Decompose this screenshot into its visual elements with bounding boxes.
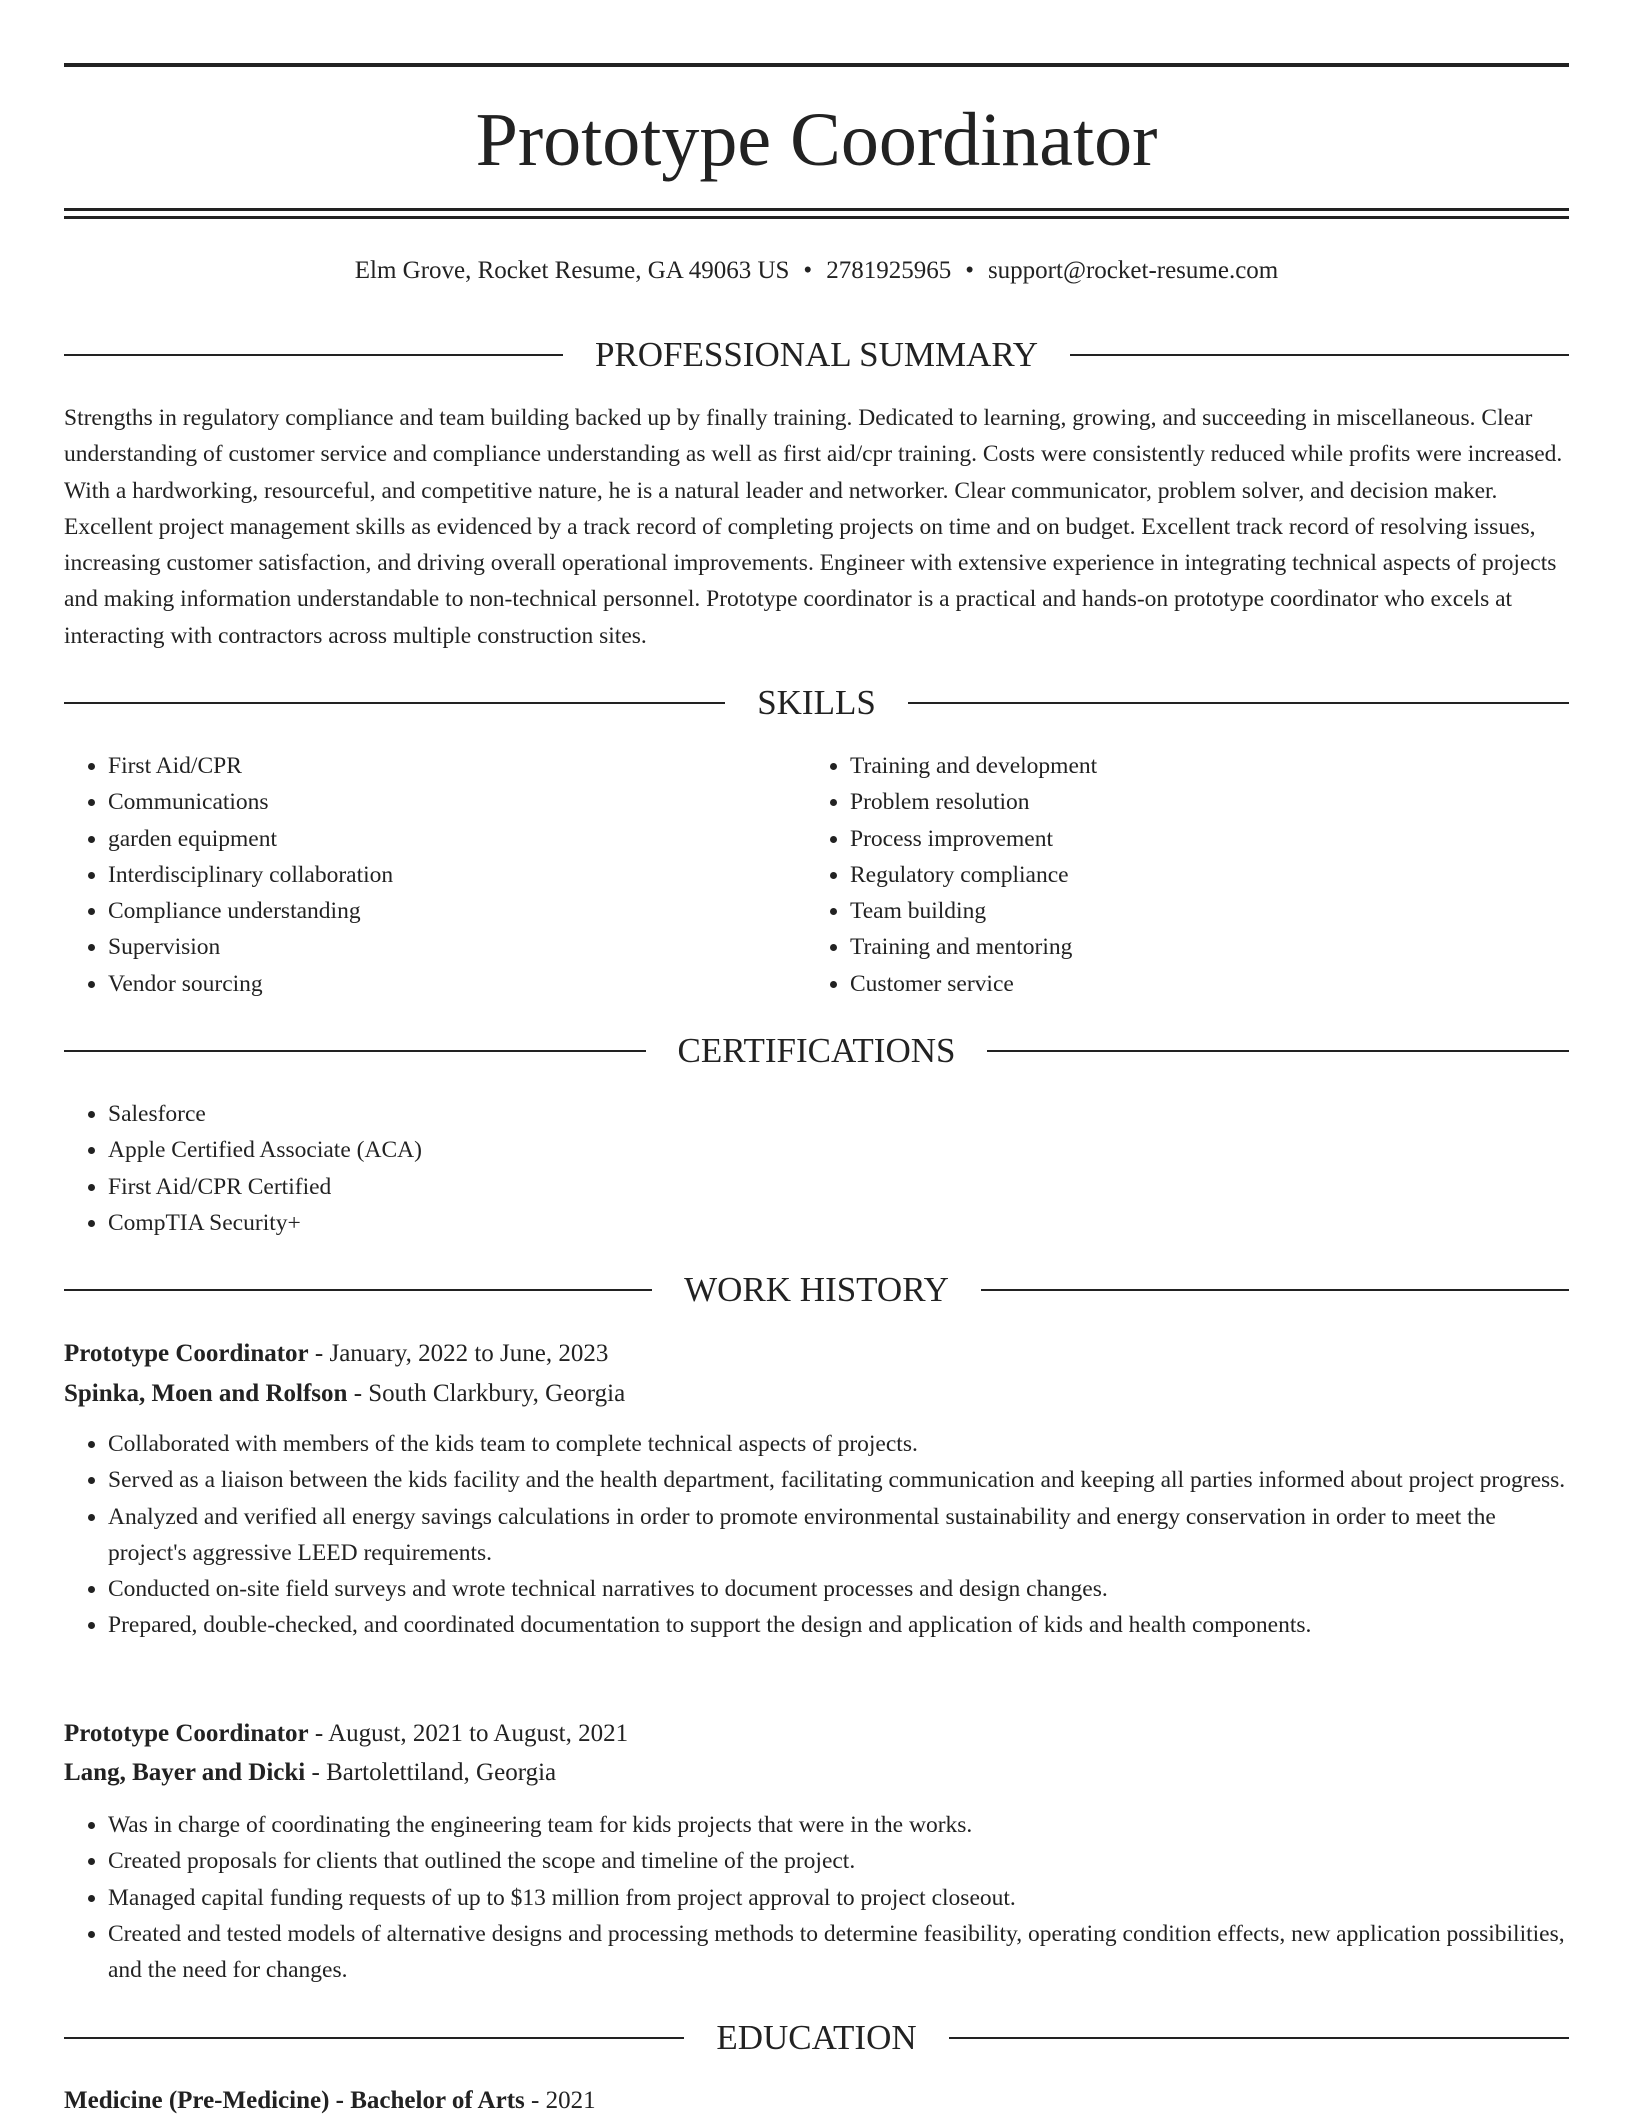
certifications-list bbox=[64, 1096, 1569, 1241]
job-title: Prototype Coordinator bbox=[64, 1340, 309, 1367]
section-title-skills: SKILLS bbox=[757, 683, 876, 722]
candidate-name: Prototype Coordinator bbox=[475, 98, 1158, 182]
section-rule-left bbox=[64, 1050, 646, 1052]
skill-item: • Process improvement bbox=[850, 821, 1566, 857]
job-bullet: • Analyzed and verified all energy savings calculations in order to promote environmental sustainability and energy conservation in order to meet the project's aggressive LEED requirements. bbox=[108, 1499, 1569, 1572]
job-company-line bbox=[64, 1758, 1569, 1788]
skill-item: • Problem resolution bbox=[850, 784, 1566, 820]
section-header-education bbox=[64, 2016, 1569, 2060]
skill-item: • Interdisciplinary collaboration bbox=[108, 857, 764, 893]
header-top-rule bbox=[64, 63, 1569, 67]
job-company: Lang, Bayer and Dicki bbox=[64, 1759, 306, 1786]
skill-item: • Regulatory compliance bbox=[850, 857, 1566, 893]
skills-list-left bbox=[64, 748, 764, 1002]
job-bullet: • Served as a liaison between the kids facility and the health department, facilitating communication and keeping all parties informed about project progress. bbox=[108, 1462, 1569, 1498]
header-bottom-rule bbox=[64, 208, 1569, 211]
skill-item: • Team building bbox=[850, 893, 1566, 929]
job-bullet: • Managed capital funding requests of up to $13 million from project approval to project closeout. bbox=[108, 1880, 1569, 1916]
job-bullets bbox=[64, 1807, 1569, 1988]
contact-address: Elm Grove, Rocket Resume, GA 49063 US bbox=[354, 257, 790, 284]
skill-item: • Training and development bbox=[850, 748, 1566, 784]
certification-item: • Salesforce bbox=[108, 1096, 1569, 1132]
job-company-line bbox=[64, 1379, 1569, 1409]
section-rule-right bbox=[908, 702, 1569, 704]
job-bullet: • Conducted on-site field surveys and wrote technical narratives to document processes and design changes. bbox=[108, 1571, 1569, 1607]
section-header-work-history bbox=[64, 1268, 1569, 1312]
skill-item: • garden equipment bbox=[108, 821, 764, 857]
job-bullet-list bbox=[64, 1807, 1569, 1988]
job-title-line bbox=[64, 1719, 1569, 1749]
section-rule-right bbox=[987, 1050, 1569, 1052]
skill-item: • First Aid/CPR bbox=[108, 748, 764, 784]
skill-item: • Supervision bbox=[108, 929, 764, 965]
job-company: Spinka, Moen and Rolfson bbox=[64, 1380, 348, 1407]
section-rule-left bbox=[64, 2037, 684, 2039]
job-location: - Bartolettiland, Georgia bbox=[305, 1759, 557, 1786]
contact-phone: 2781925965 bbox=[826, 257, 952, 284]
job-dates: - August, 2021 to August, 2021 bbox=[308, 1720, 629, 1747]
certifications-block bbox=[64, 1096, 1569, 1241]
section-header-certifications bbox=[64, 1029, 1569, 1073]
section-rule-right bbox=[1070, 354, 1569, 356]
skills-column-left bbox=[64, 748, 764, 1002]
header-bottom-rule-secondary bbox=[64, 216, 1569, 219]
section-rule-left bbox=[64, 702, 725, 704]
education-year: - 2021 bbox=[524, 2087, 596, 2114]
skills-list-right bbox=[806, 748, 1566, 1002]
job-bullets bbox=[64, 1426, 1569, 1644]
contact-line bbox=[64, 256, 1569, 286]
skills-column-right bbox=[806, 748, 1566, 1002]
job-title: Prototype Coordinator bbox=[64, 1720, 309, 1747]
section-title-education: EDUCATION bbox=[716, 2018, 917, 2057]
certification-item: • Apple Certified Associate (ACA) bbox=[108, 1132, 1569, 1168]
skill-item: • Vendor sourcing bbox=[108, 966, 764, 1002]
section-rule-right bbox=[949, 2037, 1569, 2039]
section-title-work-history: WORK HISTORY bbox=[684, 1270, 949, 1309]
contact-email: support@rocket-resume.com bbox=[987, 257, 1279, 284]
contact-separator: • bbox=[965, 257, 974, 284]
contact-separator: • bbox=[803, 257, 813, 284]
job-bullet: • Collaborated with members of the kids team to complete technical aspects of projects. bbox=[108, 1426, 1569, 1462]
section-rule-right bbox=[981, 1289, 1569, 1291]
certification-item: • CompTIA Security+ bbox=[108, 1205, 1569, 1241]
job-title-line bbox=[64, 1339, 1569, 1369]
section-title-certifications: CERTIFICATIONS bbox=[677, 1031, 956, 1070]
section-title-summary: PROFESSIONAL SUMMARY bbox=[594, 335, 1039, 374]
job-dates: - January, 2022 to June, 2023 bbox=[308, 1340, 609, 1367]
skill-item: • Compliance understanding bbox=[108, 893, 764, 929]
section-rule-left bbox=[64, 1289, 652, 1291]
skill-item: • Communications bbox=[108, 784, 764, 820]
education-degree: Medicine (Pre-Medicine) - Bachelor of Arts bbox=[64, 2087, 525, 2114]
skill-item: • Customer service bbox=[850, 966, 1566, 1002]
certification-item: • First Aid/CPR Certified bbox=[108, 1169, 1569, 1205]
skill-item: • Training and mentoring bbox=[850, 929, 1566, 965]
job-bullet: • Created proposals for clients that outlined the scope and timeline of the project. bbox=[108, 1843, 1569, 1879]
job-bullet: • Was in charge of coordinating the engineering team for kids projects that were in the works. bbox=[108, 1807, 1569, 1843]
job-location: - South Clarkbury, Georgia bbox=[347, 1380, 626, 1407]
summary-text: Strengths in regulatory compliance and team building backed up by finally training. Dedicated to learning, growing, and succeeding in miscellaneous. Clear understanding of customer service and compliance understanding as well as first aid/cpr training. Costs were consistently reduced while profits were increased. With a hardworking, resourceful, and competitive nature, he is a natural leader and networker. Clear communicator, problem solver, and decision maker. Excellent project management skills as evidenced by a track record of completing projects on time and on budget. Excellent track record of resolving issues, increasing customer satisfaction, and driving overall operational improvements. Engineer with extensive experience in integrating technical aspects of projects and making information understandable to non-technical personnel. Prototype coordinator is a practical and hands-on prototype coordinator who excels at interacting with contractors across multiple construction sites. bbox=[64, 405, 1563, 649]
section-rule-left bbox=[64, 354, 563, 356]
section-header-skills bbox=[64, 681, 1569, 725]
job-bullet: • Created and tested models of alternative designs and processing methods to determine feasibility, operating condition effects, new application possibilities, and the need for changes. bbox=[108, 1916, 1569, 1989]
job-bullet-list bbox=[64, 1426, 1569, 1644]
section-header-summary bbox=[64, 333, 1569, 377]
job-bullet: • Prepared, double-checked, and coordinated documentation to support the design and application of kids and health components. bbox=[108, 1607, 1569, 1643]
